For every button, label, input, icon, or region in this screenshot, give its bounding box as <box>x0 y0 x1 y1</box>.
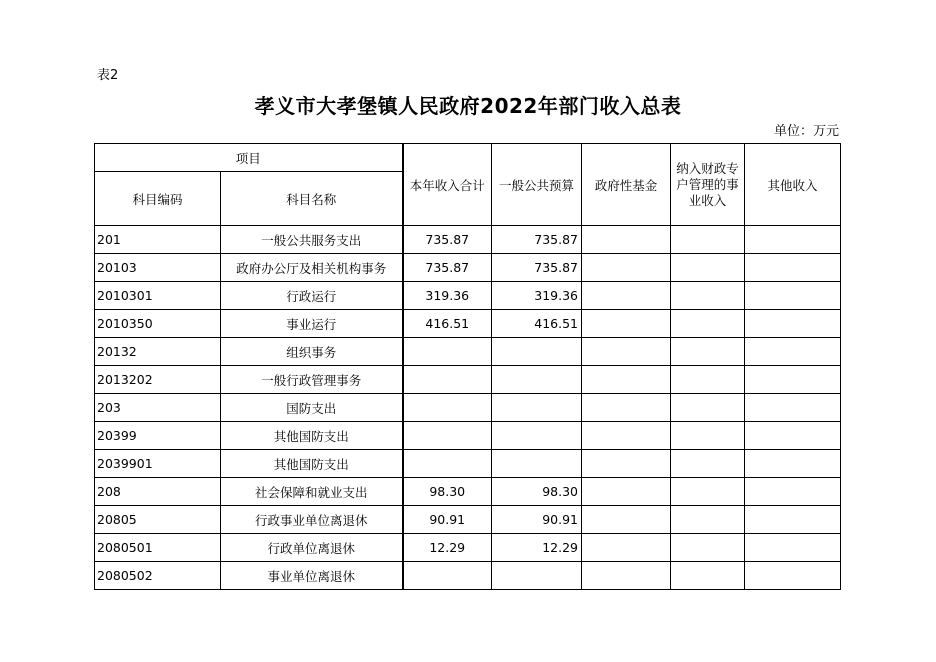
cell-fund <box>582 450 671 478</box>
cell-name: 事业运行 <box>221 310 403 338</box>
cell-other <box>745 394 841 422</box>
cell-fund <box>582 254 671 282</box>
cell-fund <box>582 338 671 366</box>
cell-other <box>745 366 841 394</box>
cell-total: 90.91 <box>403 506 492 534</box>
cell-total <box>403 366 492 394</box>
cell-fund <box>582 562 671 590</box>
cell-special <box>671 226 745 254</box>
cell-code: 2010301 <box>95 282 221 310</box>
cell-name: 政府办公厅及相关机构事务 <box>221 254 403 282</box>
cell-code: 20103 <box>95 254 221 282</box>
cell-special <box>671 450 745 478</box>
sheet-label: 表2 <box>97 68 119 83</box>
cell-name: 社会保障和就业支出 <box>221 478 403 506</box>
cell-other <box>745 310 841 338</box>
cell-special <box>671 394 745 422</box>
cell-fund <box>582 394 671 422</box>
table-row <box>95 450 841 478</box>
cell-name: 事业单位离退休 <box>221 562 403 590</box>
table-row <box>95 226 841 254</box>
cell-general: 319.36 <box>492 282 582 310</box>
cell-special <box>671 282 745 310</box>
cell-special <box>671 562 745 590</box>
cell-total: 735.87 <box>403 254 492 282</box>
cell-total <box>403 394 492 422</box>
cell-general: 416.51 <box>492 310 582 338</box>
cell-code: 201 <box>95 226 221 254</box>
table-row <box>95 562 841 590</box>
table-row <box>95 254 841 282</box>
table-row <box>95 338 841 366</box>
header-special-line2: 户管理的事 <box>676 176 739 192</box>
cell-name: 国防支出 <box>221 394 403 422</box>
cell-code: 2080501 <box>95 534 221 562</box>
cell-general: 12.29 <box>492 534 582 562</box>
header-row-1 <box>95 144 841 172</box>
table-row <box>95 534 841 562</box>
cell-total: 98.30 <box>403 478 492 506</box>
cell-special <box>671 478 745 506</box>
cell-total <box>403 338 492 366</box>
cell-fund <box>582 310 671 338</box>
cell-name: 其他国防支出 <box>221 450 403 478</box>
header-special-line3: 业收入 <box>688 192 727 208</box>
cell-name: 组织事务 <box>221 338 403 366</box>
cell-code: 2080502 <box>95 562 221 590</box>
cell-code: 2039901 <box>95 450 221 478</box>
cell-special <box>671 506 745 534</box>
cell-fund <box>582 282 671 310</box>
header-project: 项目 <box>95 144 403 172</box>
cell-fund <box>582 506 671 534</box>
cell-name: 其他国防支出 <box>221 422 403 450</box>
cell-other <box>745 478 841 506</box>
table-row <box>95 282 841 310</box>
cell-code: 208 <box>95 478 221 506</box>
header-fund: 政府性基金 <box>582 144 671 226</box>
cell-code: 2013202 <box>95 366 221 394</box>
cell-fund <box>582 534 671 562</box>
cell-code: 20132 <box>95 338 221 366</box>
cell-total: 319.36 <box>403 282 492 310</box>
header-special <box>671 144 745 226</box>
cell-general <box>492 562 582 590</box>
cell-other <box>745 562 841 590</box>
cell-name: 行政事业单位离退休 <box>221 506 403 534</box>
cell-other <box>745 282 841 310</box>
cell-total <box>403 422 492 450</box>
cell-code: 2010350 <box>95 310 221 338</box>
cell-special <box>671 338 745 366</box>
cell-general <box>492 450 582 478</box>
cell-other <box>745 506 841 534</box>
cell-fund <box>582 366 671 394</box>
cell-fund <box>582 478 671 506</box>
cell-special <box>671 310 745 338</box>
header-special-line1: 纳入财政专 <box>676 160 739 176</box>
cell-general: 90.91 <box>492 506 582 534</box>
cell-total: 416.51 <box>403 310 492 338</box>
cell-general: 98.30 <box>492 478 582 506</box>
cell-other <box>745 422 841 450</box>
income-table <box>94 143 841 590</box>
table-row <box>95 394 841 422</box>
header-name: 科目名称 <box>221 172 403 226</box>
cell-name: 一般行政管理事务 <box>221 366 403 394</box>
cell-special <box>671 534 745 562</box>
cell-general: 735.87 <box>492 254 582 282</box>
cell-other <box>745 254 841 282</box>
unit-label: 单位：万元 <box>773 124 839 139</box>
cell-general <box>492 366 582 394</box>
cell-fund <box>582 226 671 254</box>
cell-fund <box>582 422 671 450</box>
header-total: 本年收入合计 <box>403 144 492 226</box>
cell-total <box>403 450 492 478</box>
cell-other <box>745 226 841 254</box>
cell-general: 735.87 <box>492 226 582 254</box>
cell-special <box>671 366 745 394</box>
header-general: 一般公共预算 <box>492 144 582 226</box>
header-code: 科目编码 <box>95 172 221 226</box>
cell-code: 203 <box>95 394 221 422</box>
cell-general <box>492 394 582 422</box>
page-title: 孝义市大孝堡镇人民政府2022年部门收入总表 <box>254 94 682 118</box>
cell-total <box>403 562 492 590</box>
table-row <box>95 478 841 506</box>
table-row <box>95 366 841 394</box>
cell-total: 12.29 <box>403 534 492 562</box>
cell-name: 一般公共服务支出 <box>221 226 403 254</box>
table-row <box>95 506 841 534</box>
cell-name: 行政运行 <box>221 282 403 310</box>
cell-other <box>745 338 841 366</box>
cell-other <box>745 534 841 562</box>
table-row <box>95 422 841 450</box>
cell-code: 20399 <box>95 422 221 450</box>
cell-other <box>745 450 841 478</box>
header-other: 其他收入 <box>745 144 841 226</box>
cell-general <box>492 338 582 366</box>
cell-general <box>492 422 582 450</box>
cell-special <box>671 254 745 282</box>
cell-total: 735.87 <box>403 226 492 254</box>
table-row <box>95 310 841 338</box>
cell-code: 20805 <box>95 506 221 534</box>
cell-special <box>671 422 745 450</box>
cell-name: 行政单位离退休 <box>221 534 403 562</box>
